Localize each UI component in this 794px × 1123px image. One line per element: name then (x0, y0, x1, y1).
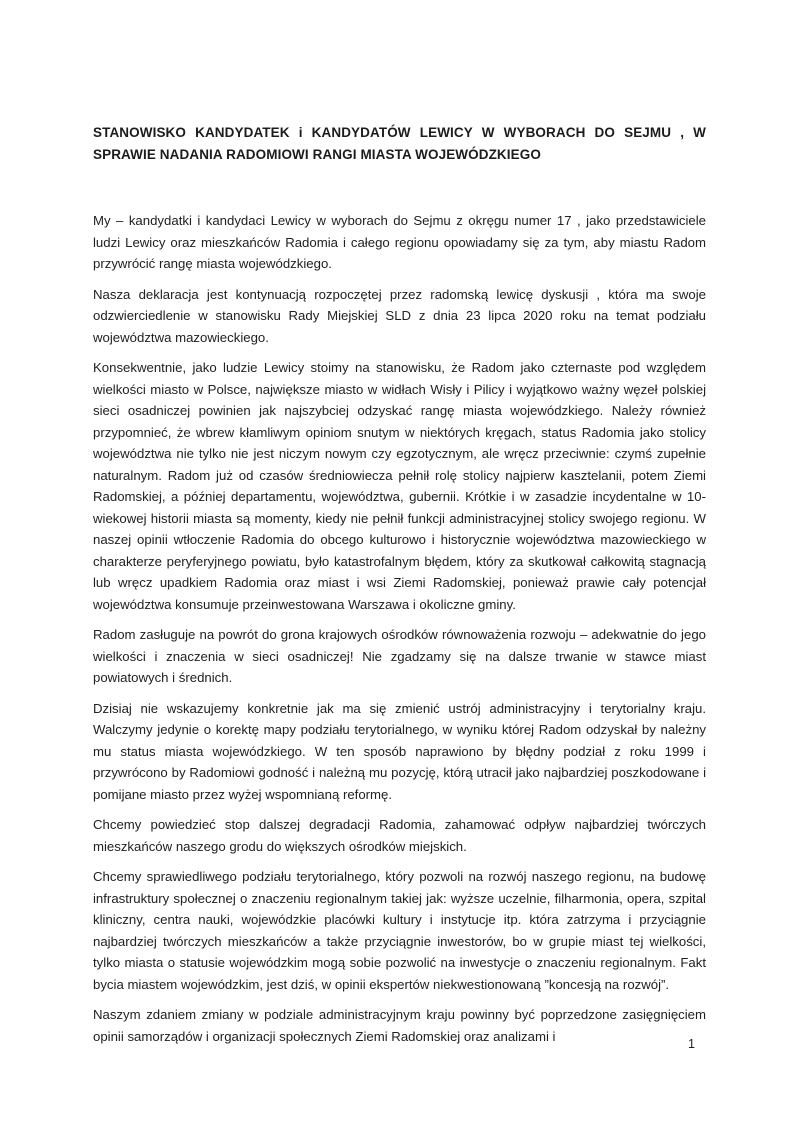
paragraph: Nasza deklaracja jest kontynuacją rozpoczętej przez radomską lewicę dyskusji , która ma swoje odzwierciedlenie w stanowisku Rady Miejskiej SLD z dnia 23 lipca 2020 roku na temat podziału województwa mazowieckiego. (93, 286, 706, 345)
page-number: 1 (688, 1037, 695, 1051)
paragraph: Chcemy sprawiedliwego podziału terytorialnego, który pozwoli na rozwój naszego regionu, na budowę infrastruktury społecznej o znaczeniu regionalnym takiej jak: wyższe uczelnie, filharmonia, opera, szpital kliniczny, centra nauki, wojewódzkie placówki kultury i instytucje itp. która zatrzyma i przyciągnie najbardziej twórczych mieszkańców a także przyciągnie inwestorów, bo w grupie miast tej wielkości, tylko miasta o statusie wojewódzkim mogą sobie pozwolić na inwestycje o znaczeniu regionalnym. Fakt bycia miastem wojewódzkim, jest dziś, w opinii ekspertów niekwestionowaną ”koncesją na rozwój”. (93, 869, 706, 992)
paragraph: My – kandydatki i kandydaci Lewicy w wyborach do Sejmu z okręgu numer 17 , jako przedstawiciele ludzi Lewicy oraz mieszkańców Radomia i całego regionu opowiadamy się za tym, aby miastu Radom przywrócić rangę miasta wojewódzkiego. (93, 213, 706, 271)
document-body (93, 210, 706, 1047)
paragraph: Naszym zdaniem zmiany w podziale administracyjnym kraju powinny być poprzedzone zasięgnięciem opinii samorządów i organizacji społecznych Ziemi Radomskiej oraz analizami i (93, 1007, 706, 1044)
document-content (93, 122, 706, 1056)
paragraph: Dzisiaj nie wskazujemy konkretnie jak ma się zmienić ustrój administracyjny i terytorialny kraju. Walczymy jedynie o korektę mapy podziału terytorialnego, w wyniku której Radom odzyskał by należny mu status miasta wojewódzkiego. W ten sposób naprawiono by błędny podział z roku 1999 i przywrócono by Radomiowi godność i należną mu pozycję, którą utracił jako najbardziej poszkodowane i pomijane miasto przez wyżej wspomnianą reformę. (93, 700, 706, 802)
document-title: STANOWISKO KANDYDATEK i KANDYDATÓW LEWICY W WYBORACH DO SEJMU , W SPRAWIE NADANIA RADOMIOWI RANGI MIASTA WOJEWÓDZKIEGO (93, 125, 706, 162)
paragraph: Konsekwentnie, jako ludzie Lewicy stoimy na stanowisku, że Radom jako czternaste pod względem wielkości miasto w Polsce, największe miasto w widłach Wisły i Pilicy i wyjątkowo ważny węzeł polskiej sieci osadniczej powinien jak najszybciej odzyskać rangę miasta wojewódzkiego. Należy również przypomnieć, że wbrew kłamliwym opiniom snutym w niektórych kręgach, status Radomia jako stolicy województwa nie tylko nie jest niczym nowym czy egzotycznym, ale wręcz przeciwnie: czymś zupełnie naturalnym. Radom już od czasów średniowiecza pełnił rolę stolicy najpierw kasztelanii, potem Ziemi Radomskiej, a później departamentu, województwa, gubernii. Krótkie i w zasadzie incydentalne w 10-wiekowej historii miasta są momenty, kiedy nie pełnił funkcji administracyjnej stolicy swojego regionu. W naszej opinii wtłoczenie Radomia do obcego kulturowo i historycznie województwa mazowieckiego w charakterze peryferyjnego powiatu, było katastrofalnym błędem, który za skutkował całkowitą stagnacją lub wręcz upadkiem Radomia oraz miast i wsi Ziemi Radomskiej, ponieważ prawie cały potencjał województwa konsumuje przeinwestowana Warszawa i okoliczne gminy. (93, 360, 706, 612)
paragraph: Radom zasługuje na powrót do grona krajowych ośrodków równoważenia rozwoju – adekwatnie do jego wielkości i znaczenia w sieci osadniczej! Nie zgadzamy się na dalsze trwanie w stawce miast powiatowych i średnich. (93, 627, 706, 685)
paragraph: Chcemy powiedzieć stop dalszej degradacji Radomia, zahamować odpływ najbardziej twórczych mieszkańców naszego grodu do większych ośrodków miejskich. (93, 817, 706, 854)
